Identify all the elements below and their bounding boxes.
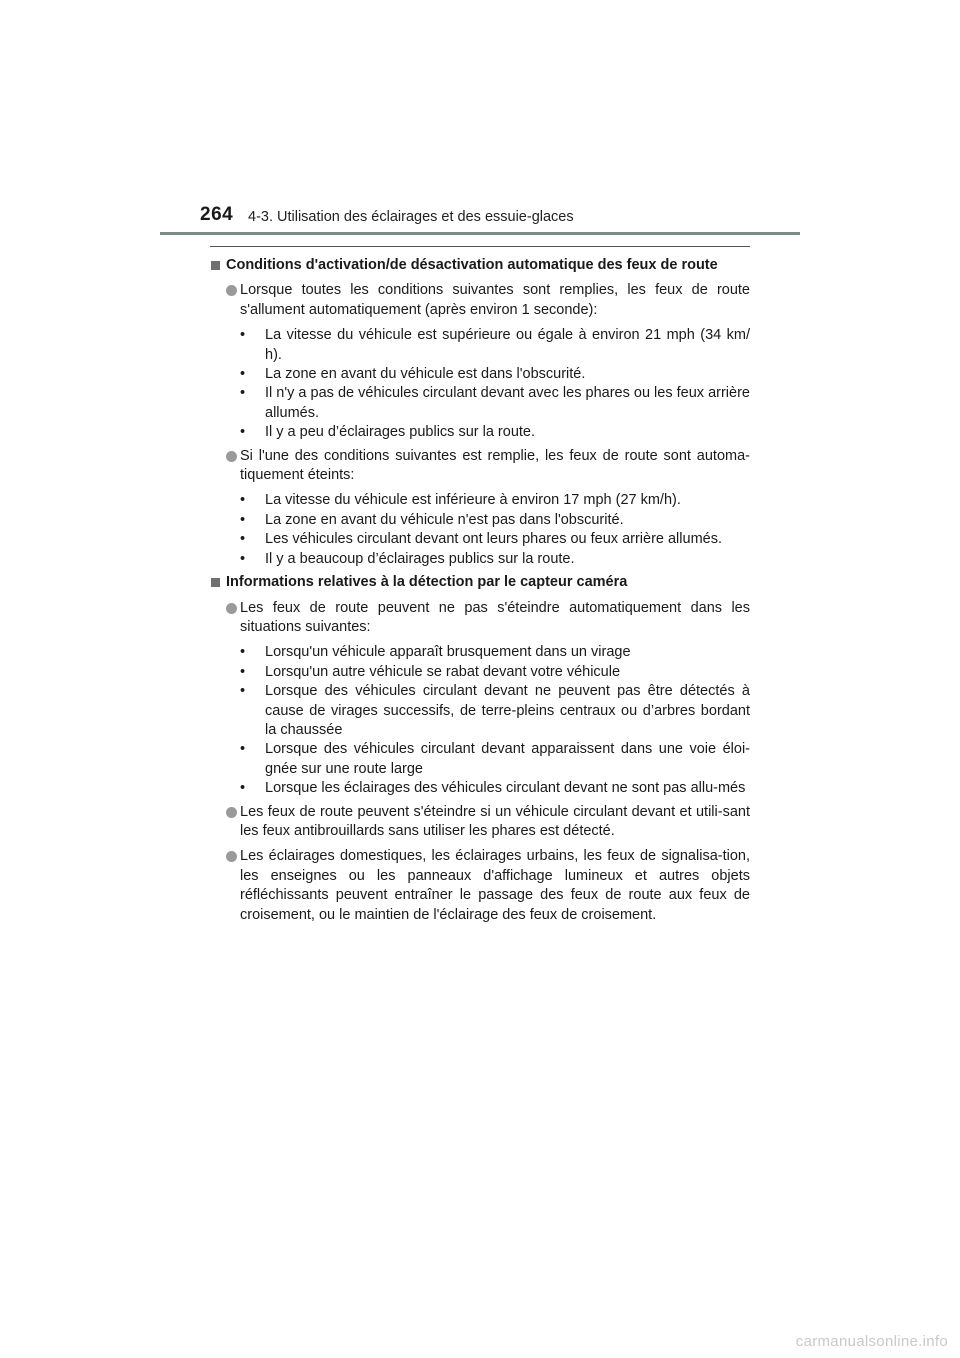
circle-bullet-icon [226,603,237,614]
list-item: • Il y a peu d’éclairages publics sur la route. [240,424,536,441]
circle-bullet-icon [226,807,237,818]
condition-list [240,491,750,569]
document-body [210,256,750,931]
list-item: • Les véhicules circulant devant ont leurs phares ou feux arrière allumés. [240,531,722,548]
list-item: • Lorsque des véhicules circulant devant ne peuvent pas être détectés à cause de virages successifs, de terre-pleins centraux ou d’arbres bordant la chaussée [240,683,750,738]
square-bullet-icon [211,261,220,270]
section-heading: Informations relatives à la détection par le capteur caméra [210,573,750,592]
section-title: 4-3. Utilisation des éclairages et des essuie-glaces [248,209,574,225]
bullet-paragraph: Lorsque toutes les conditions suivantes sont remplies, les feux de route s'allument automatiquement (après environ 1 seconde): [210,281,750,320]
section-heading: Conditions d'activation/de désactivation automatique des feux de route [210,256,750,275]
bullet-paragraph: Les éclairages domestiques, les éclairages urbains, les feux de signalisa-tion, les enseignes ou les panneaux d'affichage lumineux et autres objets réfléchissants peuvent entraîner le passage des feux de route aux feux de croisement, ou le maintien de l'éclairage des feux de croisement. [210,847,750,925]
list-item: • La zone en avant du véhicule est dans l'obscurité. [240,366,586,383]
list-item: • Lorsqu'un autre véhicule se rabat devant votre véhicule [240,663,621,680]
watermark: carmanualsonline.info [795,1333,948,1350]
situation-list [240,643,750,798]
page-header [0,0,960,240]
header-divider [160,232,800,235]
list-item: • Lorsqu'un véhicule apparaît brusquement dans un virage [240,644,631,661]
content-divider [210,246,750,247]
bullet-paragraph: Les feux de route peuvent s'éteindre si un véhicule circulant devant et utili-sant les feux antibrouillards sans utiliser les phares est détecté. [210,803,750,842]
condition-list [240,326,750,442]
square-bullet-icon [211,578,220,587]
page-number: 264 [200,204,234,225]
circle-bullet-icon [226,851,237,862]
list-item: • Lorsque les éclairages des véhicules circulant devant ne sont pas allu-més [240,780,746,797]
list-item: • La vitesse du véhicule est supérieure ou égale à environ 21 mph (34 km/ h). [240,327,750,363]
bullet-paragraph: Les feux de route peuvent ne pas s'éteindre automatiquement dans les situations suivantes: [210,599,750,638]
list-item: • Il n'y a pas de véhicules circulant devant avec les phares ou les feux arrière allumés. [240,385,750,421]
list-item: • La zone en avant du véhicule n'est pas dans l'obscurité. [240,511,624,528]
circle-bullet-icon [226,451,237,462]
list-item: • La vitesse du véhicule est inférieure à environ 17 mph (27 km/h). [240,492,681,509]
bullet-paragraph: Si l'une des conditions suivantes est remplie, les feux de route sont automa-tiquement éteints: [210,447,750,486]
list-item: • Lorsque des véhicules circulant devant apparaissent dans une voie éloi-gnée sur une route large [240,741,750,777]
circle-bullet-icon [226,285,237,296]
list-item: • Il y a beaucoup d’éclairages publics sur la route. [240,550,575,567]
